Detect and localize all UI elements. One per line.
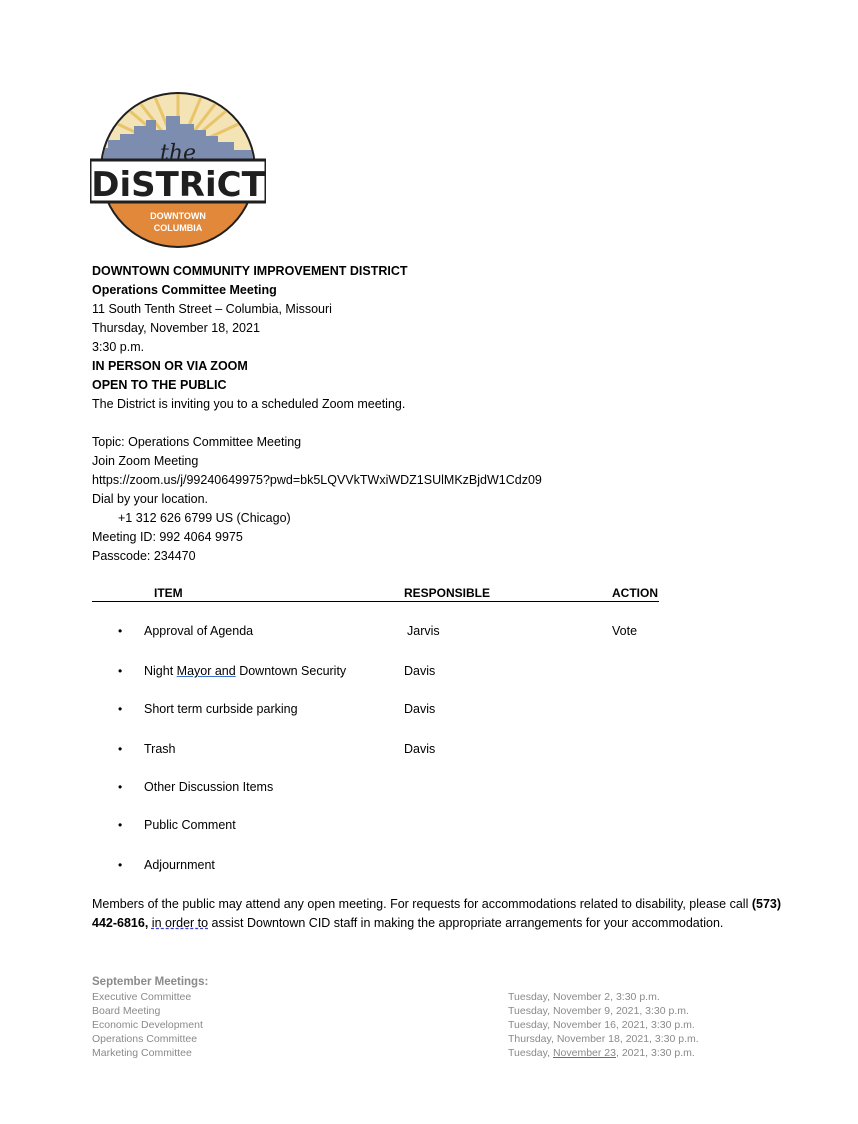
district-logo xyxy=(90,90,266,250)
schedule-row xyxy=(92,990,732,1004)
schedule-row xyxy=(92,1018,732,1032)
meeting-schedule xyxy=(92,974,732,1060)
contact-phone: (573) 442-6816, xyxy=(92,897,782,930)
agenda-item: Other Discussion Items xyxy=(144,780,274,794)
meeting-header xyxy=(92,262,542,566)
flagged-text: Mayor and xyxy=(176,664,236,678)
schedule-when: Tuesday, November 16, 2021, 3:30 p.m. xyxy=(508,1019,695,1031)
meeting-time: 3:30 p.m. xyxy=(92,340,145,354)
bullet: • xyxy=(118,624,123,638)
meeting-mode: IN PERSON OR VIA ZOOM xyxy=(92,359,248,373)
agenda-responsible: Davis xyxy=(404,742,436,756)
logo-script-text: the xyxy=(159,141,197,166)
agenda-responsible: Davis xyxy=(404,702,436,716)
agenda-row xyxy=(0,624,858,642)
schedule-committee: Marketing Committee xyxy=(92,1047,192,1059)
schedule-committee: Board Meeting xyxy=(92,1005,161,1017)
zoom-join: Join Zoom Meeting xyxy=(92,454,199,468)
logo-brand-text: DiSTRiCT xyxy=(91,165,265,205)
schedule-when: Thursday, November 18, 2021, 3:30 p.m. xyxy=(508,1033,699,1045)
meeting-address: 11 South Tenth Street – Columbia, Missouri xyxy=(92,302,332,316)
bullet: • xyxy=(118,780,123,794)
agenda-action: Vote xyxy=(612,624,638,638)
zoom-topic: Topic: Operations Committee Meeting xyxy=(92,435,302,449)
header-responsible: RESPONSIBLE xyxy=(404,586,491,600)
schedule-row xyxy=(92,1046,732,1060)
meeting-date: Thursday, November 18, 2021 xyxy=(92,321,260,335)
bullet: • xyxy=(118,664,123,678)
agenda-item: Adjournment xyxy=(144,858,215,872)
logo-sub-columbia: COLUMBIA xyxy=(153,223,203,233)
agenda-item: Public Comment xyxy=(144,818,236,832)
bullet: • xyxy=(118,702,123,716)
meeting-name: Operations Committee Meeting xyxy=(92,283,277,297)
header-action: ACTION xyxy=(612,586,658,600)
zoom-passcode: Passcode: 234470 xyxy=(92,549,196,563)
schedule-committee: Operations Committee xyxy=(92,1033,198,1045)
schedule-committee: Executive Committee xyxy=(92,991,192,1003)
flagged-text: November 23 xyxy=(552,1047,616,1059)
accommodation-notice: Members of the public may attend any open meeting. For requests for accommodations related to disability, please call (573) 442-6816, in order to assist Downtown CID staff in making the appropriate arrangements for your accommodation. xyxy=(92,897,782,930)
agenda-row xyxy=(0,742,858,760)
schedule-when: Tuesday, November 9, 2021, 3:30 p.m. xyxy=(508,1005,689,1017)
bullet: • xyxy=(118,858,123,872)
schedule-title: September Meetings: xyxy=(92,976,209,988)
agenda-responsible: Jarvis xyxy=(407,624,440,638)
zoom-invite: The District is inviting you to a scheduled Zoom meeting. xyxy=(92,397,406,411)
agenda-item: Approval of Agenda xyxy=(144,624,254,638)
agenda-row xyxy=(0,858,858,876)
zoom-dial: Dial by your location. xyxy=(92,492,209,506)
agenda-row xyxy=(0,702,858,720)
header-item: ITEM xyxy=(154,586,183,600)
zoom-meeting-id: Meeting ID: 992 4064 9975 xyxy=(92,530,243,544)
schedule-when: Tuesday, November 23, 2021, 3:30 p.m. xyxy=(508,1047,695,1059)
bullet: • xyxy=(118,742,123,756)
logo-sub-downtown: DOWNTOWN xyxy=(150,211,206,221)
bullet: • xyxy=(118,818,123,832)
agenda-item: Night Mayor and Downtown Security xyxy=(144,664,347,678)
agenda-row xyxy=(0,780,858,798)
agenda-item: Trash xyxy=(144,742,176,756)
agenda-responsible: Davis xyxy=(404,664,436,678)
meeting-public: OPEN TO THE PUBLIC xyxy=(92,378,227,392)
schedule-when: Tuesday, November 2, 3:30 p.m. xyxy=(508,991,660,1003)
agenda-header xyxy=(92,585,659,602)
agenda-row xyxy=(0,664,858,682)
zoom-phone: +1 312 626 6799 US (Chicago) xyxy=(118,511,291,525)
org-name: DOWNTOWN COMMUNITY IMPROVEMENT DISTRICT xyxy=(92,264,408,278)
schedule-committee: Economic Development xyxy=(92,1019,203,1031)
zoom-url[interactable]: https://zoom.us/j/99240649975?pwd=bk5LQVVkTWxiWDZ1SUlMKzBjdW1Cdz09 xyxy=(92,473,542,487)
schedule-row xyxy=(92,1032,732,1046)
schedule-row xyxy=(92,1004,732,1018)
agenda-item: Short term curbside parking xyxy=(144,702,298,716)
agenda-row xyxy=(0,818,858,836)
flagged-text: in order to xyxy=(151,916,209,930)
